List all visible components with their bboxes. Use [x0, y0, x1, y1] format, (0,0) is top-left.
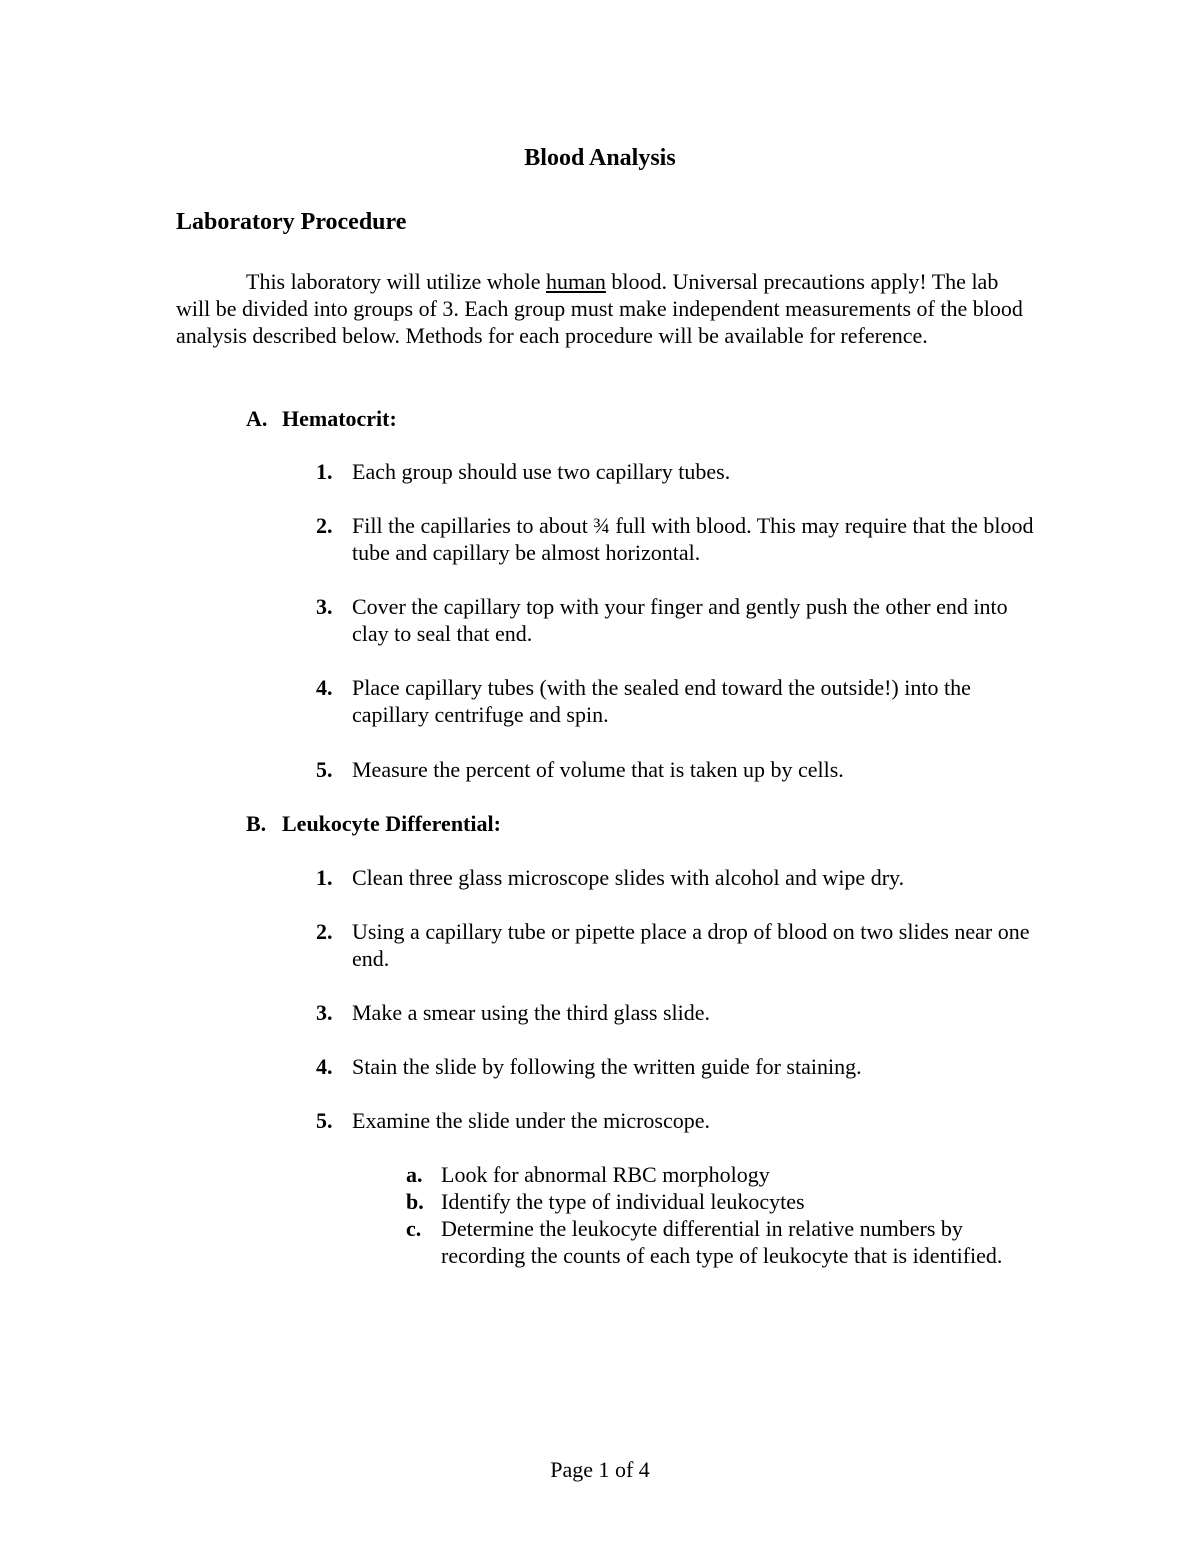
list-item: [316, 1107, 1036, 1134]
list-item: [316, 458, 1036, 485]
list-item: [406, 1188, 1046, 1215]
list-item: [316, 593, 1036, 647]
intro-text-before: This laboratory will utilize whole: [246, 269, 546, 294]
section-heading: Laboratory Procedure: [176, 209, 407, 235]
hematocrit-heading: [246, 405, 397, 432]
substep-text: Determine the leukocyte differential in relative numbers by recording the counts of each type of leukocyte that is identified.: [441, 1216, 1003, 1268]
list-item: [406, 1161, 1046, 1188]
substep-letter: a.: [406, 1162, 423, 1187]
step-number: 3.: [316, 594, 333, 619]
step-text: Examine the slide under the microscope.: [352, 1108, 710, 1133]
step-number: 4.: [316, 1054, 333, 1079]
leukocyte-differential-heading: [246, 810, 501, 837]
list-item: [406, 1215, 1046, 1269]
step-number: 1.: [316, 865, 333, 890]
substep-text: Look for abnormal RBC morphology: [441, 1162, 770, 1187]
substep-letter: b.: [406, 1189, 424, 1214]
intro-paragraph: [176, 268, 1036, 349]
step-number: 2.: [316, 919, 333, 944]
step-text: Cover the capillary top with your finger and gently push the other end into clay to seal that end.: [352, 594, 1008, 646]
section-title: Leukocyte Differential:: [282, 811, 501, 836]
substep-text: Identify the type of individual leukocytes: [441, 1189, 805, 1214]
step-text: Stain the slide by following the written guide for staining.: [352, 1054, 862, 1079]
step-number: 5.: [316, 1108, 333, 1133]
step-number: 2.: [316, 513, 333, 538]
step-text: Using a capillary tube or pipette place a drop of blood on two slides near one end.: [352, 919, 1030, 971]
page-number-footer: Page 1 of 4: [550, 1457, 650, 1482]
list-item: [316, 1053, 1036, 1080]
step-number: 5.: [316, 757, 333, 782]
intro-underlined-word: human: [546, 269, 606, 294]
list-item: [316, 512, 1036, 566]
step-text: Make a smear using the third glass slide.: [352, 1000, 711, 1025]
step-number: 3.: [316, 1000, 333, 1025]
step-number: 1.: [316, 459, 333, 484]
list-item: [316, 918, 1036, 972]
step-text: Clean three glass microscope slides with alcohol and wipe dry.: [352, 865, 905, 890]
section-title: Hematocrit:: [282, 406, 397, 431]
intro-text-after: blood. Universal precautions apply! The lab will be divided into groups of 3. Each group must make independent measurements of the blood analysis described below. Methods for each procedure will be available for reference.: [176, 269, 1023, 348]
list-item: [316, 864, 1036, 891]
step-number: 4.: [316, 675, 333, 700]
section-letter: A.: [246, 406, 268, 431]
section-letter: B.: [246, 811, 267, 836]
step-text: Measure the percent of volume that is taken up by cells.: [352, 757, 844, 782]
document-title: Blood Analysis: [524, 145, 676, 171]
step-text: Fill the capillaries to about ¾ full with blood. This may require that the blood tube and capillary be almost horizontal.: [352, 513, 1034, 565]
list-item: [316, 756, 1036, 783]
list-item: [316, 674, 1036, 728]
substep-letter: c.: [406, 1216, 422, 1241]
step-text: Each group should use two capillary tubes.: [352, 459, 731, 484]
step-text: Place capillary tubes (with the sealed end toward the outside!) into the capillary centrifuge and spin.: [352, 675, 971, 727]
list-item: [316, 999, 1036, 1026]
